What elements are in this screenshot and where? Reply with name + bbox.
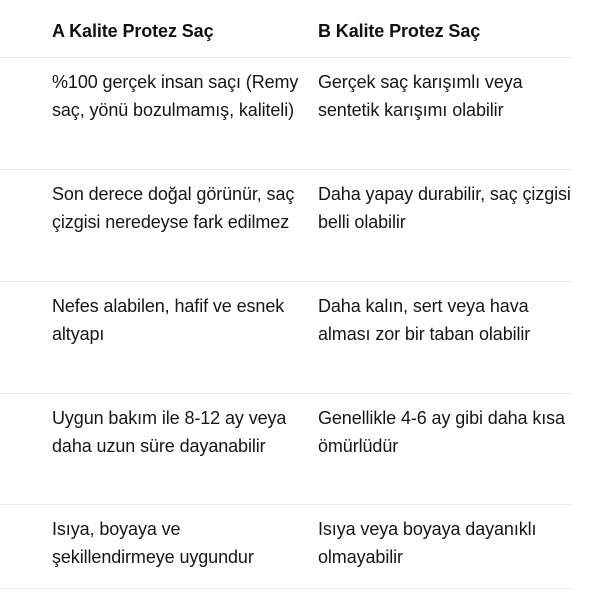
header-b-quality: B Kalite Protez Saç bbox=[318, 21, 481, 41]
cell-a-styling: Isıya, boyaya ve şekillendirmeye uygundur bbox=[52, 519, 254, 567]
table-header-row bbox=[0, 0, 572, 58]
cell-a-lifespan: Uygun bakım ile 8-12 ay veya daha uzun süre dayanabilir bbox=[52, 408, 287, 456]
table-row bbox=[0, 58, 572, 170]
table-row bbox=[0, 170, 572, 282]
cell-a-base: Nefes alabilen, hafif ve esnek altyapı bbox=[52, 296, 285, 344]
cell-b-base: Daha kalın, sert veya hava alması zor bir taban olabilir bbox=[318, 296, 531, 344]
cell-a-material: %100 gerçek insan saçı (Remy saç, yönü bozulmamış, kaliteli) bbox=[52, 72, 299, 120]
cell-b-appearance: Daha yapay durabilir, saç çizgisi belli olabilir bbox=[318, 184, 571, 232]
table-row bbox=[0, 282, 572, 394]
table-row bbox=[0, 505, 572, 589]
cell-b-lifespan: Genellikle 4-6 ay gibi daha kısa ömürlüdür bbox=[318, 408, 565, 456]
table-row bbox=[0, 394, 572, 505]
header-a-quality: A Kalite Protez Saç bbox=[52, 21, 214, 41]
cell-b-styling: Isıya veya boyaya dayanıklı olmayabilir bbox=[318, 519, 537, 567]
cell-b-material: Gerçek saç karışımlı veya sentetik karışımı olabilir bbox=[318, 72, 523, 120]
cell-a-appearance: Son derece doğal görünür, saç çizgisi neredeyse fark edilmez bbox=[52, 184, 295, 232]
